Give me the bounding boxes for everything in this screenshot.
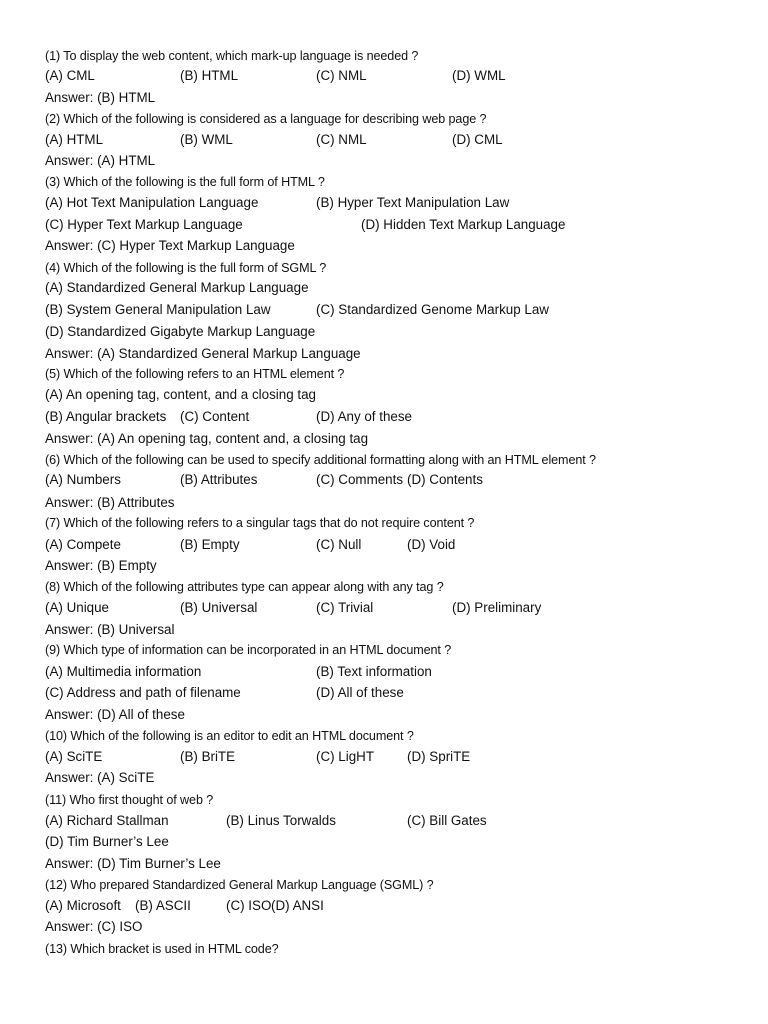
question-text: (9) Which type of information can be incorporated in an HTML document ? bbox=[45, 643, 452, 657]
option: (A) Microsoft bbox=[45, 898, 121, 913]
option: (C) Null bbox=[316, 537, 362, 552]
option: (D) WML bbox=[452, 68, 506, 83]
option: (A) An opening tag, content, and a closing tag bbox=[45, 387, 316, 402]
option: (C) Standardized Genome Markup Law bbox=[316, 302, 549, 317]
option: (D) Contents bbox=[407, 472, 483, 487]
answer-text: Answer: (A) An opening tag, content and, a closing tag bbox=[45, 431, 369, 446]
option: (B) Angular brackets bbox=[45, 409, 167, 424]
option: (D) Standardized Gigabyte Markup Language bbox=[45, 324, 316, 339]
option: (A) Numbers bbox=[45, 472, 121, 487]
option: (C) NML bbox=[316, 132, 367, 147]
question-text: (7) Which of the following refers to a singular tags that do not require content ? bbox=[45, 516, 475, 530]
option: (C) Address and path of filename bbox=[45, 685, 241, 700]
answer-text: Answer: (B) Attributes bbox=[45, 495, 175, 510]
answer-text: Answer: (D) All of these bbox=[45, 707, 185, 722]
answer-text: Answer: (B) Empty bbox=[45, 558, 157, 573]
answer-text: Answer: (C) ISO bbox=[45, 919, 143, 934]
option: (D) All of these bbox=[316, 685, 404, 700]
option: (C) NML bbox=[316, 68, 367, 83]
answer-text: Answer: (C) Hyper Text Markup Language bbox=[45, 238, 295, 253]
option: (C) Trivial bbox=[316, 600, 374, 615]
option: (A) Hot Text Manipulation Language bbox=[45, 195, 259, 210]
question-text: (1) To display the web content, which mark-up language is needed ? bbox=[45, 49, 419, 63]
answer-text: Answer: (D) Tim Burner’s Lee bbox=[45, 856, 221, 871]
answer-text: Answer: (B) Universal bbox=[45, 622, 175, 637]
option: (A) HTML bbox=[45, 132, 104, 147]
option: (B) WML bbox=[180, 132, 233, 147]
option: (C) Content bbox=[180, 409, 250, 424]
option: (B) Linus Torwalds bbox=[226, 813, 336, 828]
question-text: (8) Which of the following attributes type can appear along with any tag ? bbox=[45, 580, 444, 594]
question-text: (3) Which of the following is the full form of HTML ? bbox=[45, 175, 325, 189]
option: (B) Empty bbox=[180, 537, 240, 552]
option: (D) ANSI bbox=[271, 898, 324, 913]
question-text: (6) Which of the following can be used to specify additional formatting along with an HTML element ? bbox=[45, 453, 596, 467]
answer-text: Answer: (B) HTML bbox=[45, 90, 156, 105]
option: (A) Standardized General Markup Language bbox=[45, 280, 309, 295]
option: (B) Hyper Text Manipulation Law bbox=[316, 195, 510, 210]
option: (A) Multimedia information bbox=[45, 664, 202, 679]
option: (A) SciTE bbox=[45, 749, 103, 764]
option: (B) Universal bbox=[180, 600, 258, 615]
option: (A) Compete bbox=[45, 537, 121, 552]
option: (B) BriTE bbox=[180, 749, 236, 764]
option: (B) Attributes bbox=[180, 472, 258, 487]
option: (D) Hidden Text Markup Language bbox=[361, 217, 566, 232]
question-text: (10) Which of the following is an editor to edit an HTML document ? bbox=[45, 729, 414, 743]
answer-text: Answer: (A) Standardized General Markup Language bbox=[45, 346, 361, 361]
option: (B) System General Manipulation Law bbox=[45, 302, 271, 317]
option: (C) Comments bbox=[316, 472, 404, 487]
option: (D) CML bbox=[452, 132, 503, 147]
question-text: (13) Which bracket is used in HTML code? bbox=[45, 942, 279, 956]
option: (B) HTML bbox=[180, 68, 239, 83]
option: (D) Tim Burner’s Lee bbox=[45, 834, 169, 849]
answer-text: Answer: (A) SciTE bbox=[45, 770, 155, 785]
option: (C) Bill Gates bbox=[407, 813, 487, 828]
question-text: (2) Which of the following is considered as a language for describing web page ? bbox=[45, 112, 487, 126]
option: (D) Any of these bbox=[316, 409, 413, 424]
question-text: (11) Who first thought of web ? bbox=[45, 793, 214, 807]
option: (B) ASCII bbox=[135, 898, 191, 913]
option: (C) ISO bbox=[226, 898, 272, 913]
option: (B) Text information bbox=[316, 664, 432, 679]
option: (A) Richard Stallman bbox=[45, 813, 169, 828]
option: (D) Preliminary bbox=[452, 600, 542, 615]
answer-text: Answer: (A) HTML bbox=[45, 153, 156, 168]
option: (D) Void bbox=[407, 537, 456, 552]
question-text: (12) Who prepared Standardized General Markup Language (SGML) ? bbox=[45, 878, 434, 892]
option: (A) Unique bbox=[45, 600, 110, 615]
option: (D) SpriTE bbox=[407, 749, 471, 764]
question-text: (4) Which of the following is the full form of SGML ? bbox=[45, 261, 327, 275]
question-text: (5) Which of the following refers to an HTML element ? bbox=[45, 367, 345, 381]
option: (C) LigHT bbox=[316, 749, 375, 764]
option: (A) CML bbox=[45, 68, 95, 83]
option: (C) Hyper Text Markup Language bbox=[45, 217, 243, 232]
